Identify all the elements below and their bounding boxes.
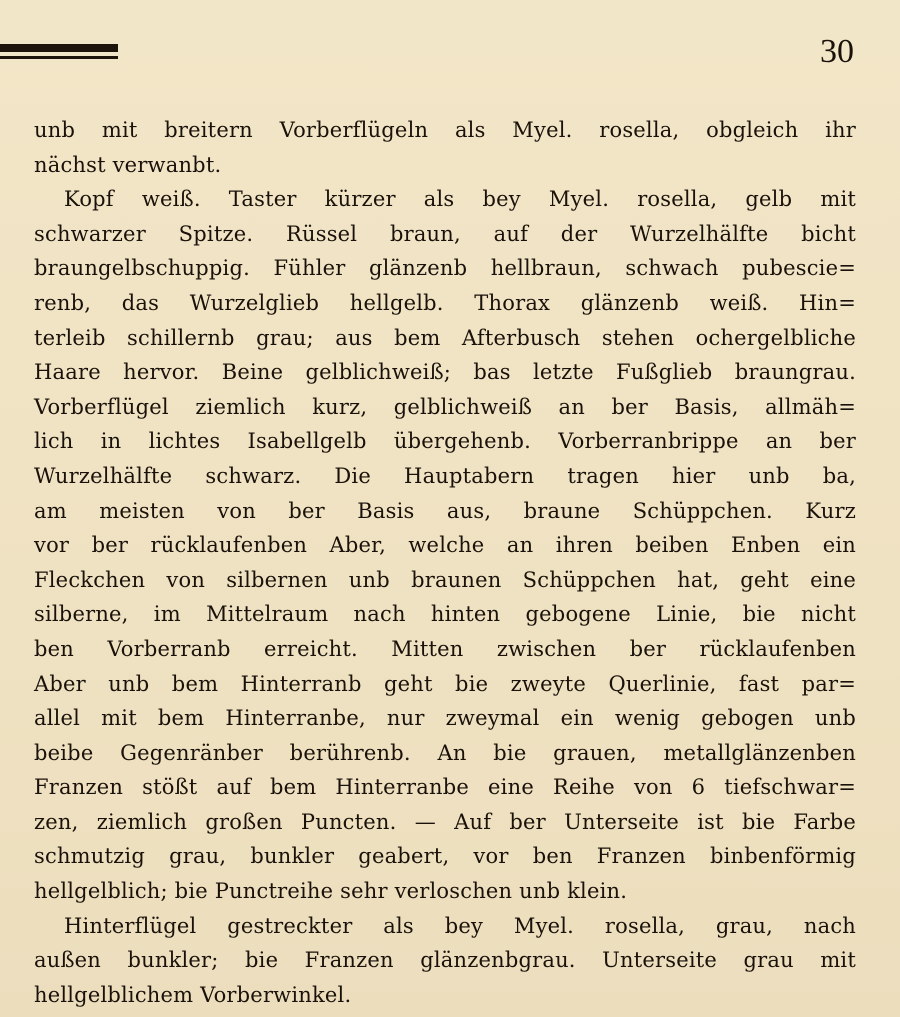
page-number: 30 — [820, 33, 854, 70]
text-line: Fleckchen von silbernen unb braunen Schüppchen hat, geht eine — [34, 567, 856, 592]
header-rule-thick — [0, 44, 118, 52]
text-line: lich in lichtes Isabellgelb übergehenb. Vorberranbrippe an ber — [34, 429, 856, 454]
header-rule — [0, 44, 118, 62]
text-line: außen bunkler; bie Franzen glänzenbgrau. Unterseite grau mit — [34, 948, 856, 973]
text-line: Kopf weiß. Taster kürzer als bey Myel. rosella, gelb mit — [64, 187, 856, 212]
text-line: braungelbschuppig. Fühler glänzenb hellbraun, schwach pubescie= — [34, 256, 856, 281]
text-line: schmutzig grau, bunkler geabert, vor ben Franzen binbenförmig — [34, 844, 856, 869]
text-line: Aber unb bem Hinterranb geht bie zweyte Querlinie, fast par= — [34, 671, 856, 696]
text-line: unb mit breitern Vorberflügeln als Myel. rosella, obgleich ihr — [34, 118, 856, 142]
text-line: renb, das Wurzelglieb hellgelb. Thorax glänzenb weiß. Hin= — [34, 290, 856, 315]
text-line: schwarzer Spitze. Rüssel braun, auf der Wurzelhälfte bicht — [34, 221, 856, 246]
text-line: am meisten von ber Basis aus, braune Schüppchen. Kurz — [34, 498, 856, 523]
text-line: terleib schillernb grau; aus bem Afterbusch stehen ochergelbliche — [34, 325, 856, 350]
text-line: Haare hervor. Beine gelblichweiß; bas letzte Fußglieb braungrau. — [34, 360, 856, 385]
header-rule-thin — [0, 56, 118, 59]
text-line: nächst verwanbt. — [34, 152, 222, 177]
text-line: vor ber rücklaufenben Aber, welche an ihren beiben Enben ein — [34, 533, 856, 558]
text-line: hellgelblich; bie Punctreihe sehr verloschen unb klein. — [34, 879, 628, 904]
text-line: beibe Gegenränber berührenb. An bie grauen, metallglänzenben — [34, 740, 856, 765]
text-line: zen, ziemlich großen Puncten. — Auf ber Unterseite ist bie Farbe — [34, 809, 856, 834]
text-line: Franzen stößt auf bem Hinterranbe eine Reihe von 6 tiefschwar= — [34, 775, 856, 800]
text-line: silberne, im Mittelraum nach hinten gebogene Linie, bie nicht — [34, 602, 856, 627]
text-line: hellgelblichem Vorberwinkel. — [34, 982, 352, 1007]
text-line: allel mit bem Hinterranbe, nur zweymal ein wenig gebogen unb — [34, 706, 856, 731]
body-text — [34, 113, 856, 1012]
text-line: ben Vorberranb erreicht. Mitten zwischen ber rücklaufenben — [34, 636, 856, 661]
text-line: Hinterflügel gestreckter als bey Myel. rosella, grau, nach — [64, 913, 856, 938]
text-line: Vorberflügel ziemlich kurz, gelblichweiß an ber Basis, allmäh= — [34, 394, 856, 419]
text-line: Wurzelhälfte schwarz. Die Hauptabern tragen hier unb ba, — [34, 463, 856, 488]
